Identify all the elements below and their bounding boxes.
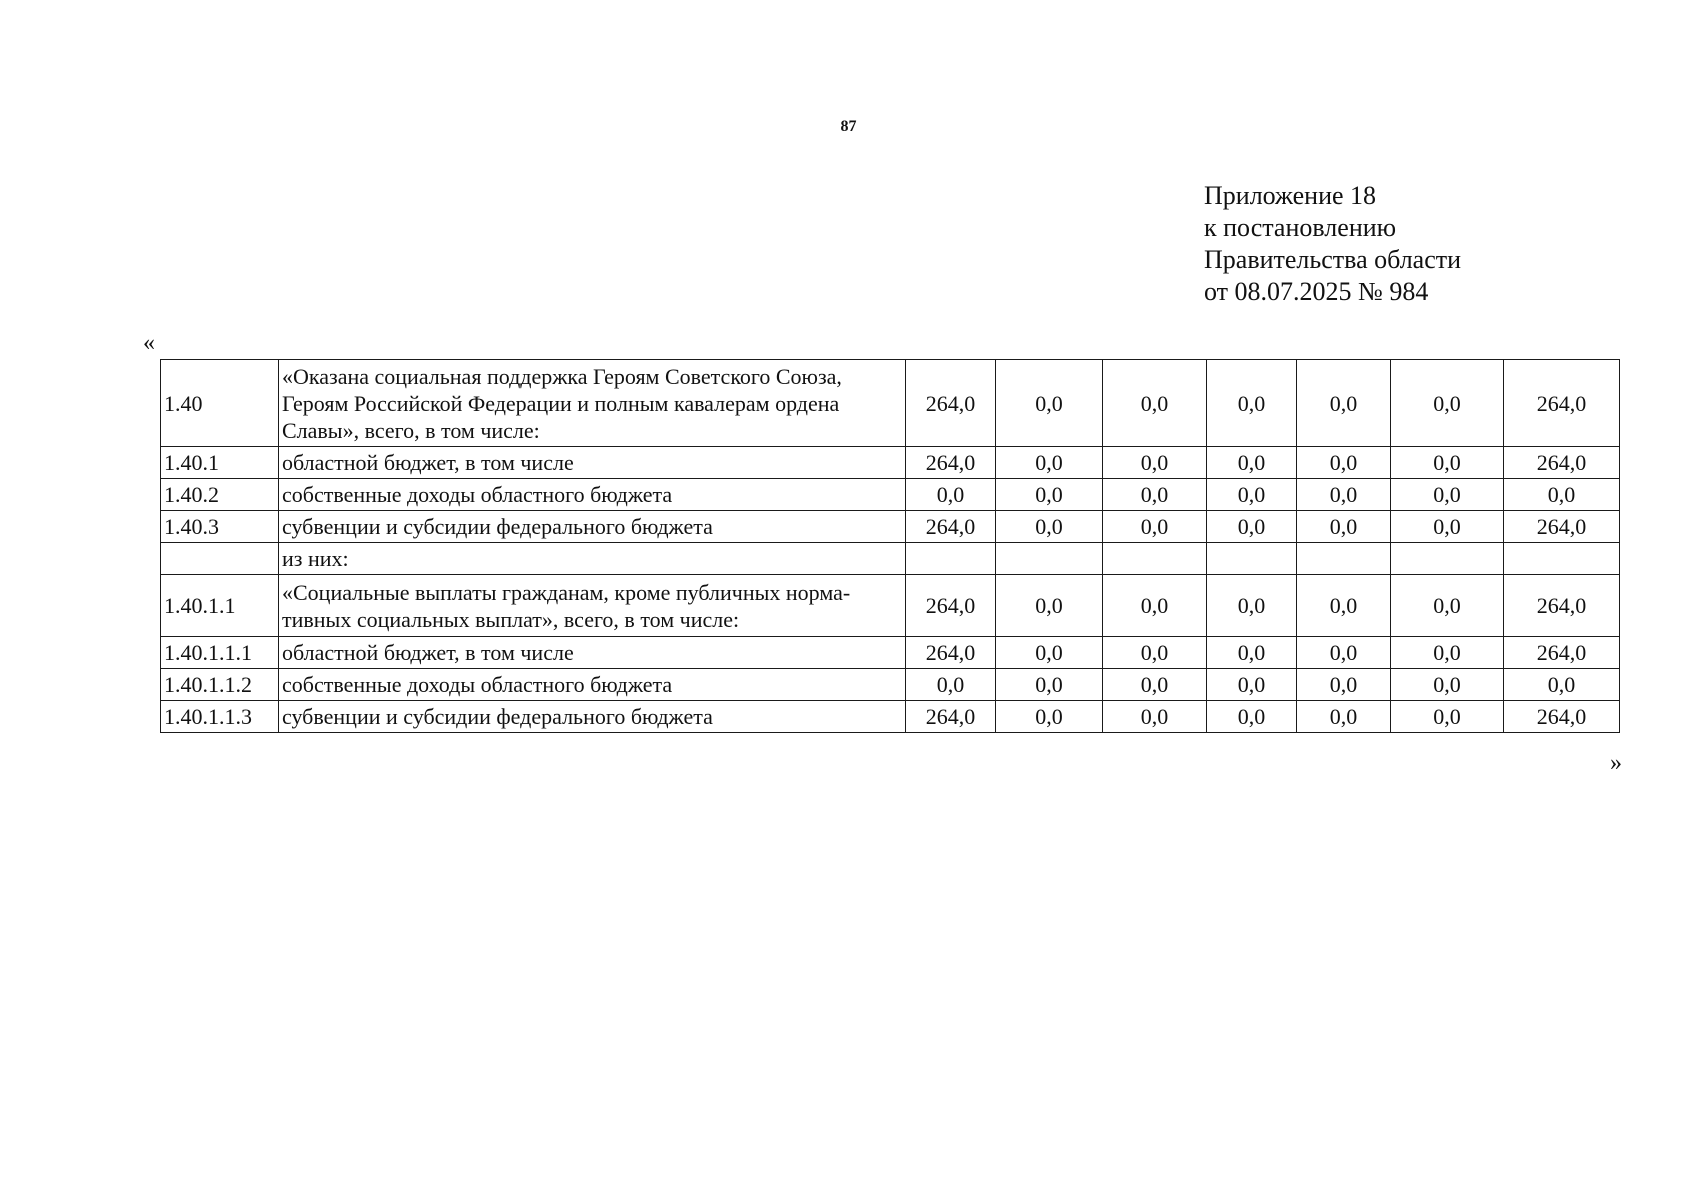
row-description: субвенции и субсидии федерального бюджета (279, 701, 906, 733)
value-cell: 0,0 (996, 479, 1103, 511)
row-code: 1.40.1.1.3 (161, 701, 279, 733)
value-cell: 0,0 (1504, 479, 1620, 511)
value-cell: 264,0 (1504, 701, 1620, 733)
value-cell: 0,0 (1103, 479, 1207, 511)
value-cell: 0,0 (1391, 637, 1504, 669)
value-cell: 0,0 (996, 701, 1103, 733)
value-cell: 264,0 (906, 447, 996, 479)
table-row (161, 479, 1620, 511)
value-cell: 0,0 (1207, 447, 1297, 479)
row-code: 1.40.1.1.2 (161, 669, 279, 701)
row-code (161, 543, 279, 575)
appendix-authority: Правительства области (1204, 245, 1462, 274)
row-code: 1.40.1 (161, 447, 279, 479)
value-cell: 0,0 (996, 669, 1103, 701)
value-cell (996, 543, 1103, 575)
value-cell: 0,0 (1207, 360, 1297, 447)
value-cell: 0,0 (996, 360, 1103, 447)
row-description: собственные доходы областного бюджета (279, 479, 906, 511)
value-cell: 0,0 (1391, 669, 1504, 701)
row-description: «Социальные выплаты гражданам, кроме публичных норма-тивных социальных выплат», всего, в том числе: (279, 575, 906, 637)
value-cell: 0,0 (1103, 669, 1207, 701)
row-description: «Оказана социальная поддержка Героям Советского Союза, Героям Российской Федерации и полным кавалерам ордена Славы», всего, в том числе: (279, 360, 906, 447)
table-row (161, 511, 1620, 543)
appendix-title: Приложение 18 (1204, 181, 1377, 210)
value-cell: 0,0 (1103, 360, 1207, 447)
value-cell: 264,0 (906, 701, 996, 733)
value-cell (1504, 543, 1620, 575)
value-cell: 0,0 (1504, 669, 1620, 701)
closing-quote-mark: » (1610, 750, 1622, 776)
row-code: 1.40.1.1 (161, 575, 279, 637)
table-row (161, 637, 1620, 669)
value-cell: 264,0 (1504, 447, 1620, 479)
value-cell: 264,0 (906, 360, 996, 447)
value-cell: 0,0 (1207, 575, 1297, 637)
table-row (161, 669, 1620, 701)
budget-table (160, 359, 1620, 733)
row-code: 1.40 (161, 360, 279, 447)
row-description: субвенции и субсидии федерального бюджета (279, 511, 906, 543)
value-cell: 0,0 (1103, 637, 1207, 669)
value-cell: 264,0 (1504, 637, 1620, 669)
value-cell (906, 543, 996, 575)
value-cell (1207, 543, 1297, 575)
value-cell: 0,0 (1297, 575, 1391, 637)
value-cell: 0,0 (996, 511, 1103, 543)
value-cell: 0,0 (1297, 637, 1391, 669)
row-code: 1.40.2 (161, 479, 279, 511)
value-cell: 0,0 (1391, 701, 1504, 733)
page-number: 87 (840, 118, 857, 135)
table-row (161, 447, 1620, 479)
value-cell: 0,0 (1207, 637, 1297, 669)
value-cell: 0,0 (1391, 479, 1504, 511)
table-row (161, 360, 1620, 447)
value-cell: 264,0 (906, 637, 996, 669)
row-description: областной бюджет, в том числе (279, 447, 906, 479)
value-cell: 0,0 (906, 479, 996, 511)
value-cell: 0,0 (1391, 360, 1504, 447)
row-description: областной бюджет, в том числе (279, 637, 906, 669)
value-cell: 0,0 (996, 447, 1103, 479)
value-cell (1391, 543, 1504, 575)
value-cell: 0,0 (1297, 701, 1391, 733)
row-description: собственные доходы областного бюджета (279, 669, 906, 701)
value-cell: 0,0 (1297, 447, 1391, 479)
value-cell: 0,0 (1391, 447, 1504, 479)
value-cell: 0,0 (1103, 575, 1207, 637)
value-cell: 0,0 (1297, 360, 1391, 447)
value-cell (1103, 543, 1207, 575)
value-cell: 0,0 (996, 637, 1103, 669)
value-cell: 0,0 (1103, 701, 1207, 733)
value-cell: 0,0 (996, 575, 1103, 637)
row-code: 1.40.1.1.1 (161, 637, 279, 669)
table-row (161, 575, 1620, 637)
table-body (161, 360, 1620, 733)
appendix-header (1204, 180, 1461, 308)
value-cell: 0,0 (1297, 479, 1391, 511)
value-cell: 0,0 (1297, 669, 1391, 701)
table-row (161, 701, 1620, 733)
value-cell: 264,0 (1504, 360, 1620, 447)
appendix-reference: к постановлению (1204, 213, 1397, 242)
value-cell: 0,0 (1207, 479, 1297, 511)
value-cell: 264,0 (906, 575, 996, 637)
opening-quote-mark: « (143, 330, 155, 356)
value-cell: 0,0 (1391, 511, 1504, 543)
value-cell: 0,0 (1391, 575, 1504, 637)
value-cell: 0,0 (1207, 701, 1297, 733)
appendix-date-number: от 08.07.2025 № 984 (1204, 277, 1429, 306)
value-cell: 0,0 (1207, 669, 1297, 701)
row-code: 1.40.3 (161, 511, 279, 543)
table-row (161, 543, 1620, 575)
row-description: из них: (279, 543, 906, 575)
value-cell (1297, 543, 1391, 575)
value-cell: 0,0 (1103, 511, 1207, 543)
value-cell: 264,0 (1504, 511, 1620, 543)
value-cell: 264,0 (1504, 575, 1620, 637)
value-cell: 0,0 (1103, 447, 1207, 479)
value-cell: 0,0 (1207, 511, 1297, 543)
value-cell: 0,0 (906, 669, 996, 701)
value-cell: 0,0 (1297, 511, 1391, 543)
value-cell: 264,0 (906, 511, 996, 543)
